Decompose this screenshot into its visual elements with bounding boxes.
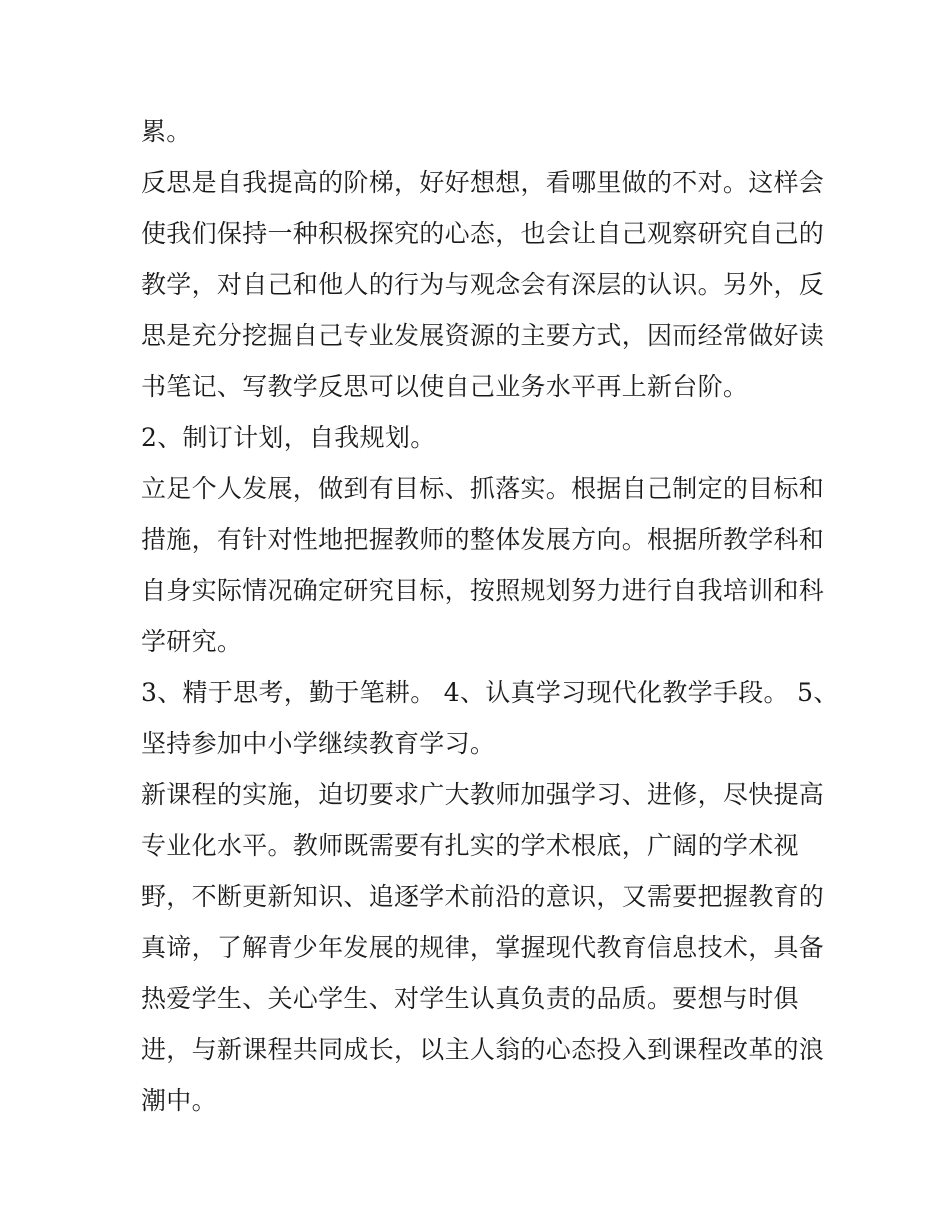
text-line: 反思是自我提高的阶梯，好好想想，看哪里做的不对。这样会 [141, 168, 825, 197]
text-line: 自身实际情况确定研究目标，按照规划努力进行自我培训和科 [141, 576, 825, 605]
text-line: 措施，有针对性地把握教师的整体发展方向。根据所教学科和 [141, 525, 825, 554]
text-line: 立足个人发展，做到有目标、抓落实。根据自己制定的目标和 [141, 474, 825, 503]
text-line: 野，不断更新知识、追逐学术前沿的意识，又需要把握教育的 [141, 882, 825, 911]
section-heading: 3、精于思考，勤于笔耕。 4、认真学习现代化教学手段。 5、 [141, 678, 839, 707]
text-line: 累。 [141, 117, 192, 146]
text-line: 学研究。 [141, 627, 243, 656]
text-line: 热爱学生、关心学生、对学生认真负责的品质。要想与时俱 [141, 984, 799, 1013]
text-line: 潮中。 [141, 1086, 217, 1115]
text-line: 新课程的实施，迫切要求广大教师加强学习、进修，尽快提高 [141, 780, 825, 809]
text-line: 专业化水平。教师既需要有扎实的学术根底，广阔的学术视 [141, 831, 799, 860]
text-line: 思是充分挖掘自己专业发展资源的主要方式，因而经常做好读 [141, 321, 825, 350]
document-body [141, 106, 839, 1126]
text-line: 书笔记、写教学反思可以使自己业务水平再上新台阶。 [141, 372, 749, 401]
section-heading: 2、制订计划，自我规划。 [141, 423, 436, 452]
text-line: 使我们保持一种积极探究的心态，也会让自己观察研究自己的 [141, 219, 825, 248]
text-line: 进，与新课程共同成长，以主人翁的心态投入到课程改革的浪 [141, 1035, 825, 1064]
text-line: 教学，对自己和他人的行为与观念会有深层的认识。另外，反 [141, 270, 825, 299]
text-line: 坚持参加中小学继续教育学习。 [141, 729, 496, 758]
text-line: 真谛，了解青少年发展的规律，掌握现代教育信息技术，具备 [141, 933, 825, 962]
